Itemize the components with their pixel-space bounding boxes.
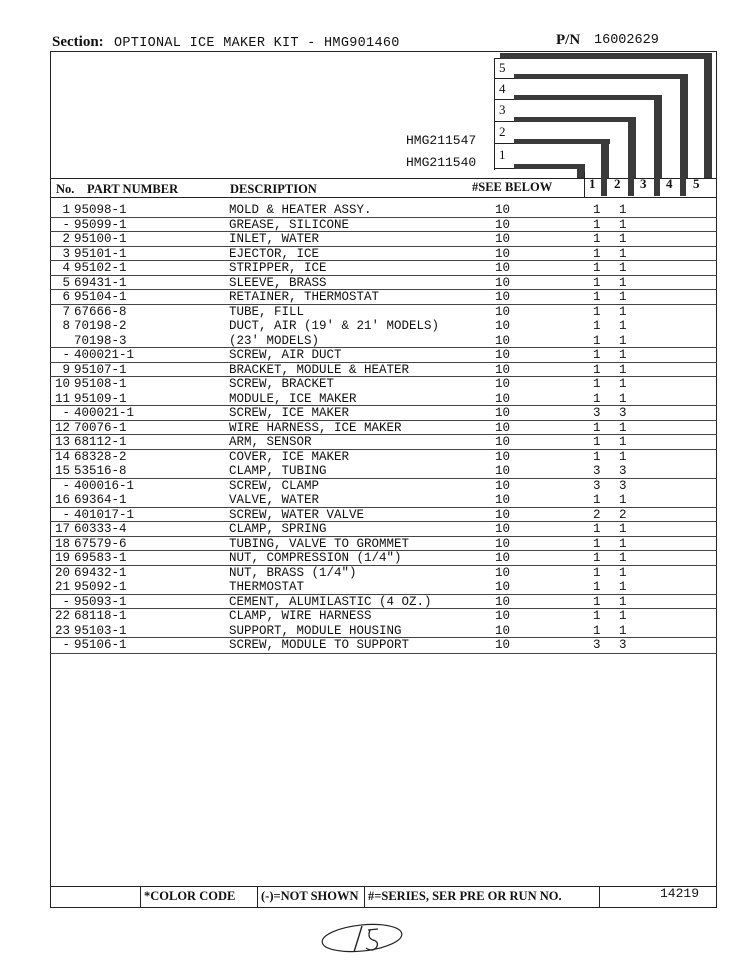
col-header-description: DESCRIPTION [230,182,317,196]
section-label: Section: [52,34,104,50]
part-number-cell: 67579-6 [74,536,127,551]
qty-col-2-cell: 1 [619,348,627,362]
qty-col-2-cell: 1 [619,565,627,580]
description-cell: SUPPORT, MODULE HOUSING [229,623,402,638]
part-number-cell: 60333-4 [74,522,127,536]
table-row [52,290,717,305]
qty-col-1-cell: 1 [593,362,601,377]
part-no-cell: 17 [54,522,70,536]
part-number-cell: 95098-1 [74,203,127,217]
qty-col-1-cell: 1 [593,232,601,246]
description-cell: THERMOSTAT [229,580,305,594]
qty-col-2-cell: 1 [619,580,627,594]
table-row [52,203,717,218]
part-number-cell: 95108-1 [74,377,127,391]
series-cell: 10 [495,362,511,377]
qty-col-2-cell: 1 [619,435,627,449]
description-cell: INLET, WATER [229,232,320,246]
description-cell: ARM, SENSOR [229,435,312,449]
part-number-cell: 95103-1 [74,623,127,638]
series-cell: 10 [495,536,511,551]
table-row [52,261,717,276]
qty-col-2-cell: 1 [619,333,627,348]
series-cell: 10 [495,478,511,493]
qty-col-2-cell: 3 [619,464,627,478]
description-cell: STRIPPER, ICE [229,261,327,275]
col-header-part-number: PART NUMBER [87,182,179,196]
part-no-cell: 12 [54,420,70,435]
table-row [52,363,717,378]
description-cell: NUT, COMPRESSION (1/4") [229,551,402,565]
part-number-cell: 53516-8 [74,464,127,478]
part-number-cell: 95099-1 [74,217,127,232]
series-cell: 10 [495,406,511,420]
description-cell: SCREW, BRACKET [229,377,335,391]
table-row [52,580,717,595]
col-header-1: 1 [589,176,596,191]
qty-col-1-cell: 1 [593,435,601,449]
series-cell: 10 [495,319,511,333]
qty-col-2-cell: 1 [619,319,627,333]
description-cell: CLAMP, SPRING [229,522,327,536]
table-row [52,508,717,523]
qty-col-2-cell: 1 [619,290,627,304]
qty-col-1-cell: 1 [593,333,601,348]
qty-col-1-cell: 1 [593,391,601,406]
box-number: 5 [499,60,506,75]
qty-col-1-cell: 1 [593,565,601,580]
table-row [52,609,717,624]
part-number-cell: 68118-1 [74,609,127,623]
qty-col-2-cell: 1 [619,203,627,217]
part-no-cell: 1 [62,203,70,217]
qty-col-1-cell: 1 [593,493,601,507]
part-no-cell: 5 [62,275,70,290]
table-row [52,305,717,320]
part-number-cell: 95104-1 [74,290,127,304]
qty-col-2-cell: 1 [619,246,627,261]
series-cell: 10 [495,304,511,319]
part-number-cell: 69431-1 [74,275,127,290]
part-no-cell: 21 [54,580,70,594]
qty-col-1-cell: 3 [593,638,601,652]
table-row [52,319,717,334]
qty-col-2-cell: 1 [619,594,627,609]
col-header-5: 5 [693,176,700,191]
model-number: HMG211540 [406,155,477,170]
description-cell: SCREW, CLAMP [229,478,320,493]
col-header-4: 4 [666,176,673,191]
part-no-cell: 16 [54,493,70,507]
series-cell: 10 [495,290,511,304]
qty-col-1-cell: 1 [593,203,601,217]
part-number-cell: 95107-1 [74,362,127,377]
description-cell: SLEEVE, BRASS [229,275,327,290]
series-cell: 10 [495,609,511,623]
series-cell: 10 [495,580,511,594]
box-number: 3 [499,102,506,117]
qty-col-1-cell: 1 [593,304,601,319]
part-no-cell: 19 [54,551,70,565]
series-cell: 10 [495,377,511,391]
table-row [52,218,717,233]
qty-col-1-cell: 1 [593,290,601,304]
part-number-cell: 400021-1 [74,406,135,420]
description-cell: BRACKET, MODULE & HEATER [229,362,410,377]
part-no-cell: 3 [62,246,70,261]
description-cell: COVER, ICE MAKER [229,449,350,464]
qty-col-2-cell: 1 [619,377,627,391]
description-cell: CLAMP, TUBING [229,464,327,478]
qty-col-2-cell: 1 [619,623,627,638]
qty-col-2-cell: 1 [619,275,627,290]
qty-col-1-cell: 1 [593,580,601,594]
part-number-cell: 95109-1 [74,391,127,406]
part-number-cell: 70198-2 [74,319,127,333]
table-row [52,566,717,581]
series-cell: 10 [495,638,511,652]
series-cell: 10 [495,507,511,522]
table-row [52,638,717,653]
description-cell: TUBE, FILL [229,304,305,319]
qty-col-2-cell: 1 [619,449,627,464]
description-cell: WIRE HARNESS, ICE MAKER [229,420,402,435]
description-cell: MODULE, ICE MAKER [229,391,357,406]
table-row [52,421,717,436]
part-no-cell: 10 [54,377,70,391]
qty-col-1-cell: 1 [593,420,601,435]
part-number-value: 16002629 [594,33,659,48]
qty-col-2-cell: 2 [619,507,627,522]
part-number-cell: 95106-1 [74,638,127,652]
series-cell: 10 [495,449,511,464]
description-cell: CEMENT, ALUMILASTIC (4 OZ.) [229,594,432,609]
col-header-2: 2 [614,176,621,191]
part-number-cell: 68328-2 [74,449,127,464]
part-number-cell: 69432-1 [74,565,127,580]
qty-col-2-cell: 1 [619,304,627,319]
table-row [52,232,717,247]
qty-col-1-cell: 1 [593,275,601,290]
series-cell: 10 [495,435,511,449]
description-cell: SCREW, ICE MAKER [229,406,350,420]
part-number-cell: 95101-1 [74,246,127,261]
part-no-cell: 4 [62,261,70,275]
part-no-cell: - [62,348,70,362]
table-row [52,406,717,421]
qty-col-1-cell: 1 [593,377,601,391]
table-row [52,493,717,508]
qty-col-1-cell: 1 [593,551,601,565]
part-number-cell: 69583-1 [74,551,127,565]
series-cell: 10 [495,261,511,275]
part-no-cell: 20 [54,565,70,580]
description-cell: RETAINER, THERMOSTAT [229,290,380,304]
table-row [52,464,717,479]
series-cell: 10 [495,246,511,261]
series-cell: 10 [495,391,511,406]
description-cell: GREASE, SILICONE [229,217,350,232]
series-cell: 10 [495,594,511,609]
qty-col-1-cell: 1 [593,319,601,333]
table-row [52,392,717,407]
table-row [52,595,717,610]
col-header-see-below: #SEE BELOW [472,180,553,194]
table-row [52,450,717,465]
series-cell: 10 [495,232,511,246]
qty-col-2-cell: 1 [619,261,627,275]
footer-color-code: *COLOR CODE [144,889,236,903]
description-cell: NUT, BRASS (1/4") [229,565,357,580]
description-cell: CLAMP, WIRE HARNESS [229,609,372,623]
part-number-cell: 70198-3 [74,333,127,348]
qty-col-2-cell: 1 [619,362,627,377]
qty-col-2-cell: 1 [619,420,627,435]
qty-col-1-cell: 1 [593,594,601,609]
section-title: OPTIONAL ICE MAKER KIT - HMG901460 [114,36,400,51]
qty-col-2-cell: 1 [619,609,627,623]
qty-col-2-cell: 1 [619,493,627,507]
qty-col-1-cell: 1 [593,449,601,464]
series-cell: 10 [495,203,511,217]
part-number-cell: 95093-1 [74,594,127,609]
qty-col-2-cell: 1 [619,391,627,406]
part-no-cell: - [62,478,70,493]
part-no-cell: 15 [54,464,70,478]
part-no-cell: - [62,638,70,652]
series-cell: 10 [495,348,511,362]
part-number-cell: 401017-1 [74,507,135,522]
qty-col-1-cell: 1 [593,246,601,261]
table-row [52,522,717,537]
col-header-no: No. [56,182,75,196]
part-no-cell: - [62,594,70,609]
qty-col-1-cell: 3 [593,464,601,478]
part-no-cell: 11 [54,391,70,406]
table-row [52,624,717,639]
part-number-label: P/N [556,32,581,48]
qty-col-2-cell: 3 [619,478,627,493]
series-cell: 10 [495,551,511,565]
series-cell: 10 [495,275,511,290]
description-cell: SCREW, WATER VALVE [229,507,365,522]
table-row [52,551,717,566]
description-cell: SCREW, AIR DUCT [229,348,342,362]
qty-col-1-cell: 1 [593,609,601,623]
qty-col-1-cell: 2 [593,507,601,522]
part-number-cell: 95100-1 [74,232,127,246]
part-number-cell: 400016-1 [74,478,135,493]
qty-col-1-cell: 1 [593,261,601,275]
qty-col-2-cell: 1 [619,217,627,232]
footer-not-shown: (-)=NOT SHOWN [261,889,359,903]
part-no-cell: 9 [62,362,70,377]
part-no-cell: 14 [54,449,70,464]
table-row [52,334,717,349]
series-cell: 10 [495,420,511,435]
table-row [52,479,717,494]
description-cell: DUCT, AIR (19' & 21' MODELS) [229,319,440,333]
footer-series: #=SERIES, SER PRE OR RUN NO. [368,889,562,903]
series-cell: 10 [495,493,511,507]
part-no-cell: 2 [62,232,70,246]
qty-col-2-cell: 1 [619,551,627,565]
series-cell: 10 [495,333,511,348]
part-number-cell: 95092-1 [74,580,127,594]
qty-col-2-cell: 3 [619,638,627,652]
table-row [52,537,717,552]
series-cell: 10 [495,565,511,580]
qty-col-1-cell: 3 [593,406,601,420]
qty-col-2-cell: 1 [619,536,627,551]
part-number-cell: 69364-1 [74,493,127,507]
table-row [52,348,717,363]
description-cell: TUBING, VALVE TO GROMMET [229,536,410,551]
model-number: HMG211547 [406,133,477,148]
part-number-cell: 67666-8 [74,304,127,319]
part-no-cell: 13 [54,435,70,449]
part-no-cell: - [62,217,70,232]
part-no-cell: 22 [54,609,70,623]
box-number: 4 [499,81,506,96]
part-no-cell: 8 [62,319,70,333]
qty-col-1-cell: 1 [593,522,601,536]
box-number: 2 [499,124,506,139]
table-row [52,247,717,262]
table-row [52,276,717,291]
part-number-cell: 70076-1 [74,420,127,435]
series-cell: 10 [495,217,511,232]
part-no-cell: 6 [62,290,70,304]
qty-col-1-cell: 1 [593,536,601,551]
qty-col-1-cell: 3 [593,478,601,493]
description-cell: (23' MODELS) [229,333,320,348]
table-row [52,377,717,392]
description-cell: MOLD & HEATER ASSY. [229,203,372,217]
part-number-cell: 68112-1 [74,435,127,449]
part-number-cell: 400021-1 [74,348,135,362]
description-cell: SCREW, MODULE TO SUPPORT [229,638,410,652]
description-cell: VALVE, WATER [229,493,320,507]
series-cell: 10 [495,623,511,638]
description-cell: EJECTOR, ICE [229,246,320,261]
box-number: 1 [499,147,506,162]
qty-col-2-cell: 1 [619,522,627,536]
handwritten-page-mark [318,918,408,965]
part-no-cell: 7 [62,304,70,319]
part-no-cell: - [62,507,70,522]
qty-col-2-cell: 1 [619,232,627,246]
part-number-cell: 95102-1 [74,261,127,275]
series-cell: 10 [495,464,511,478]
qty-col-2-cell: 3 [619,406,627,420]
qty-col-1-cell: 1 [593,623,601,638]
col-header-3: 3 [640,176,647,191]
table-row [52,435,717,450]
qty-col-1-cell: 1 [593,217,601,232]
part-no-cell: - [62,406,70,420]
qty-col-1-cell: 1 [593,348,601,362]
footer-page-number: 14219 [660,886,700,901]
series-cell: 10 [495,522,511,536]
part-no-cell: 18 [54,536,70,551]
part-no-cell: 23 [54,623,70,638]
